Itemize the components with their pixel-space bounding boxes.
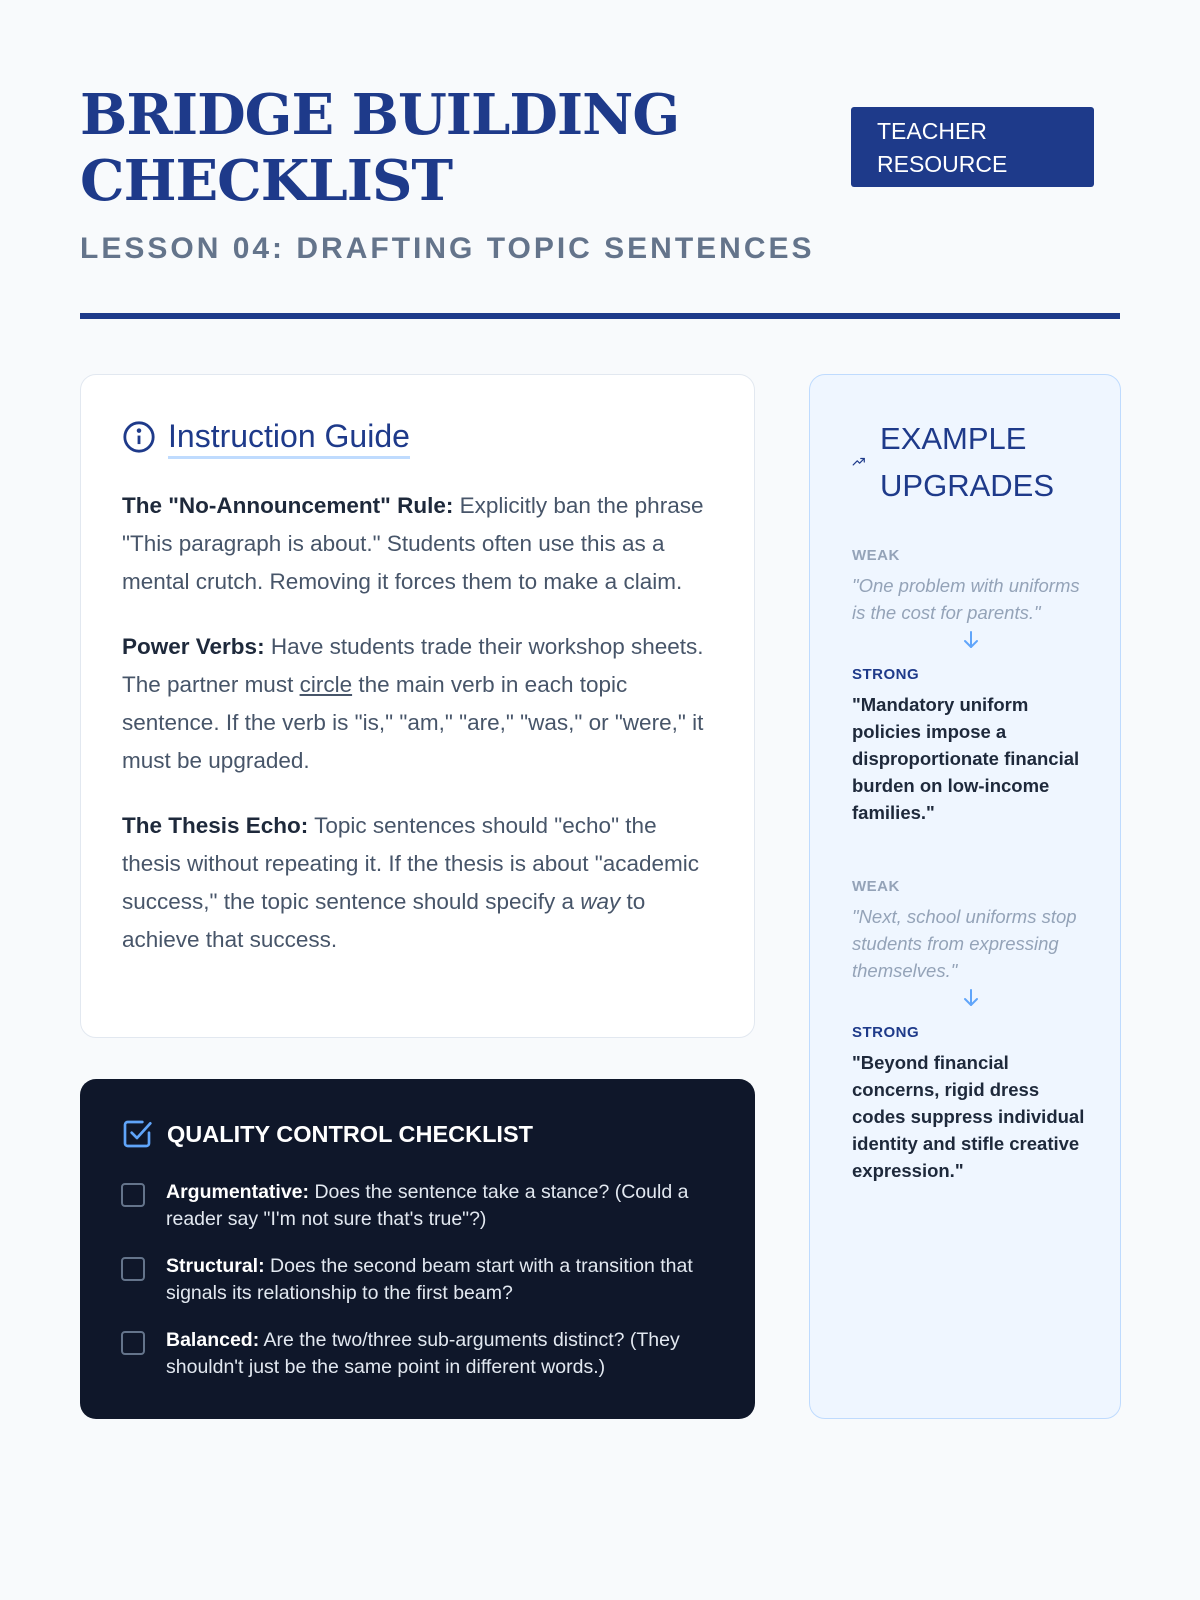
checkbox[interactable] <box>121 1331 145 1355</box>
arrow-down-icon <box>959 628 983 652</box>
rule-heading: Power Verbs: <box>122 634 265 659</box>
strong-example: "Mandatory uniform policies impose a disproportionate financial burden on low-income families." <box>852 694 1080 823</box>
example-upgrades-panel <box>809 374 1121 1419</box>
header-divider <box>80 313 1120 319</box>
rule-text: to achieve that success. <box>122 889 646 952</box>
checklist-item-heading: Balanced: <box>166 1329 260 1351</box>
checkbox-checked-icon <box>121 1118 153 1150</box>
checklist-item <box>121 1179 715 1233</box>
italic-word: way <box>580 889 621 914</box>
strong-label: STRONG <box>852 666 920 683</box>
rule-paragraph-no-announcement <box>122 487 714 601</box>
info-icon <box>122 420 156 454</box>
upgrade-arrow <box>852 984 1090 1024</box>
weak-example: "Next, school uniforms stop students from expressing themselves." <box>852 906 1077 981</box>
rule-paragraph-thesis-echo <box>122 807 714 959</box>
teacher-resource-badge: TEACHER RESOURCE <box>851 107 1094 187</box>
checklist-header <box>121 1116 715 1152</box>
weak-example: "One problem with uniforms is the cost for parents." <box>852 575 1080 623</box>
checklist-item-body: Does the second beam start with a transition that signals its relationship to the first beam? <box>166 1255 693 1304</box>
page-title: BRIDGE BUILDING CHECKLIST <box>80 82 680 214</box>
checklist-item-text <box>166 1179 715 1233</box>
checkbox[interactable] <box>121 1183 145 1207</box>
rule-heading: The "No-Announcement" Rule: <box>122 493 454 518</box>
strong-example: "Beyond financial concerns, rigid dress codes suppress individual identity and stifle creative expression." <box>852 1052 1085 1181</box>
example-upgrades-title: EXAMPLE UPGRADES <box>880 421 1055 503</box>
underlined-word: circle <box>299 672 353 697</box>
checklist-item <box>121 1253 715 1307</box>
weak-label: WEAK <box>852 878 900 895</box>
instruction-guide-card <box>80 374 755 1038</box>
instruction-guide-header <box>122 415 714 459</box>
checklist-item-heading: Structural: <box>166 1255 265 1277</box>
rule-text: Topic sentences should "echo" the thesis without repeating it. If the thesis is about "academic success," the topic sentence should specify a <box>122 813 700 914</box>
instruction-guide-title: Instruction Guide <box>168 416 410 459</box>
rule-text: the main verb in each topic sentence. If the verb is "is," "am," "are," "was," or "were," it must be upgraded. <box>122 672 704 773</box>
rule-paragraph-power-verbs <box>122 628 714 780</box>
example-upgrades-header <box>852 415 1090 509</box>
checkbox[interactable] <box>121 1257 145 1281</box>
rule-text: Have students trade their workshop sheets. The partner must <box>122 634 704 697</box>
checklist-item <box>121 1327 715 1381</box>
quality-control-card <box>80 1079 755 1419</box>
checklist-item-body: Does the sentence take a stance? (Could a reader say "I'm not sure that's true"?) <box>166 1181 689 1230</box>
lesson-subtitle: LESSON 04: DRAFTING TOPIC SENTENCES <box>80 232 815 265</box>
checklist-item-body: Are the two/three sub-arguments distinct? (They shouldn't just be the same point in different words.) <box>166 1329 680 1378</box>
trending-up-icon <box>852 451 866 473</box>
rule-heading: The Thesis Echo: <box>122 813 309 838</box>
weak-label: WEAK <box>852 547 900 564</box>
rule-text: Explicitly ban the phrase "This paragraph is about." Students often use this as a mental crutch. Removing it forces them to make a claim. <box>122 493 704 594</box>
checklist-item-heading: Argumentative: <box>166 1181 310 1203</box>
upgrade-arrow <box>852 626 1090 666</box>
checklist-title: QUALITY CONTROL CHECKLIST <box>167 1120 533 1147</box>
arrow-down-icon <box>959 986 983 1010</box>
checklist-item-text <box>166 1327 715 1381</box>
checklist-item-text <box>166 1253 715 1307</box>
strong-label: STRONG <box>852 1024 920 1041</box>
